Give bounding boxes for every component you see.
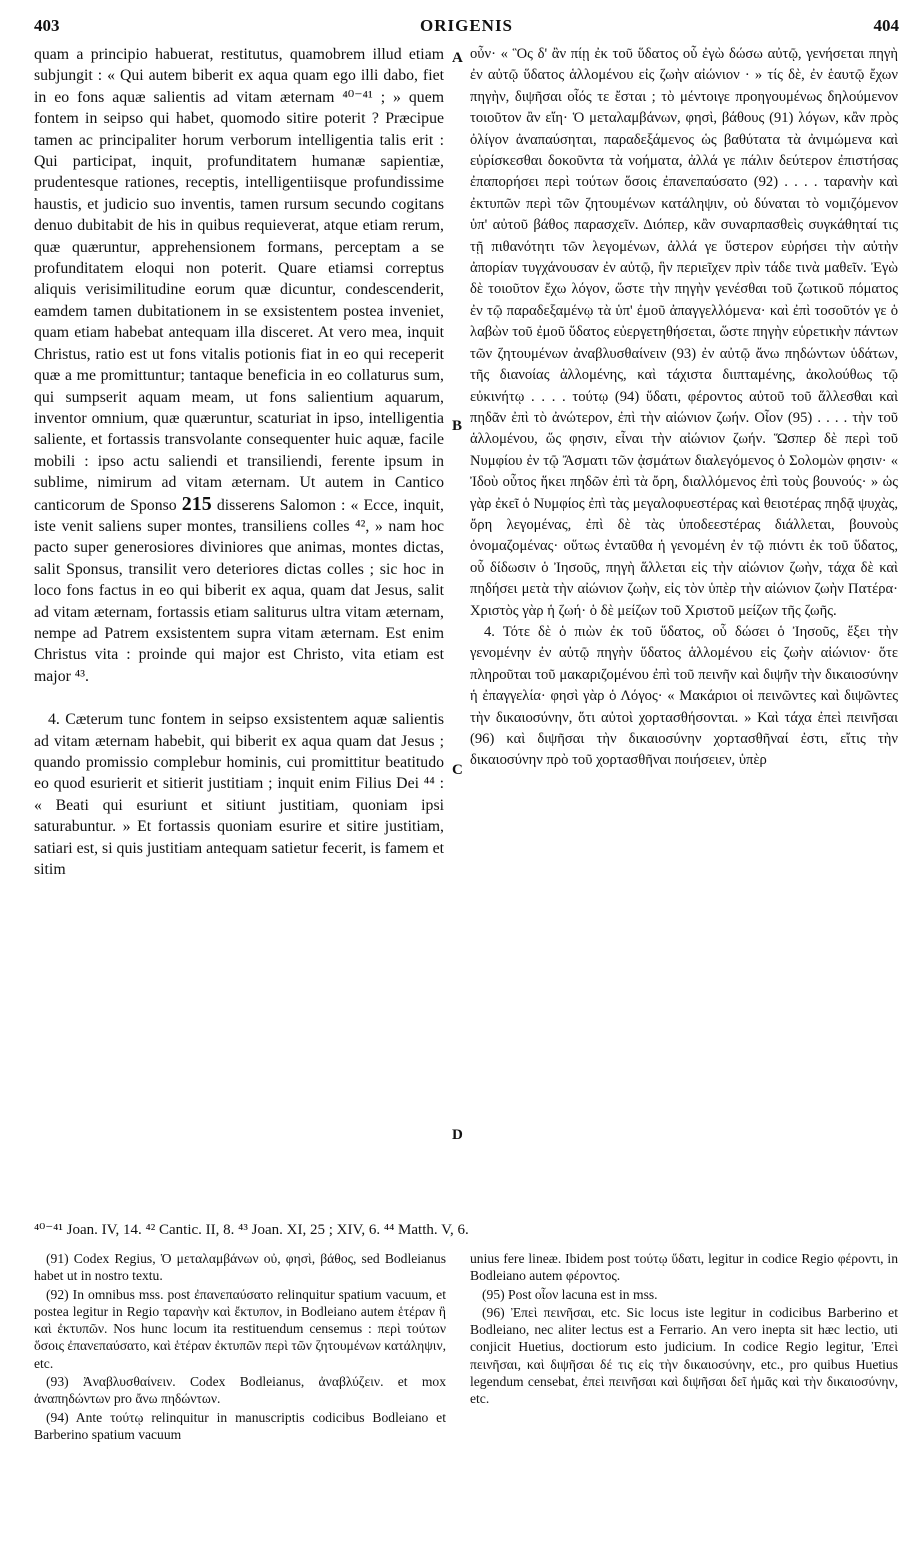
- footnote: (94) Ante τούτῳ relinquitur in manuscriptis codicibus Bodleiano et Barberino spatium vacuum: [34, 1409, 446, 1442]
- greek-paragraph: οὖν· « Ὃς δ' ἂν πίῃ ἐκ τοῦ ὕδατος οὗ ἐγὼ δώσω αὐτῷ, γενήσεται πηγὴ ἐν αὐτῷ ὕδατος ἁλλομένου εἰς ζωὴν αἰώνιον · » τίς δὲ, ἐν ἑαυτῷ ἔχων πηγὴν, διψῆσαι οἷός τε ἔσται ; τὸ μέντοιγε προηγουμένως δηλούμενον τοιοῦτον ἂν εἴη· Ὁ μεταλαμβάνων, φησὶ, βάθους (91) λόγων, κἂν πρὸς ὀλίγον ἀναπαύσηται, παραδεξάμενος ὡς βαθύτατα τὰ ἀνιμώμενα καὶ εὑρίσκεσθαι δοκοῦντα τὰ νοήματα, ἀλλά γε πάλιν δεύτερον ἐπιστήσας ἐπαπορήσει περὶ τούτων ὅσοις ἐπανεπαύσατο (92) . . . . ταρανὴν καὶ ἐκτυπῶν περὶ τῶν ζητουμένων κατάληψιν, οὐ δύναται τὸ νομιζόμενον ὑπ' αὐτοῦ βάθος παρασχεῖν. Διόπερ, κἂν συναρπασθεὶς συγκάθηταί τις τῇ πιθανότητι τῶν λεγομένων, ἀλλά γε ὕστερον εὑρήσει τὴν αὐτὴν ἀπορίαν τυγχάνουσαν ἐν αὐτῷ, ἣν περιεῖχεν πρὶν τάδε τινὰ μαθεῖν. Ἐγὼ δὲ τοιοῦτον ἔχω λόγον, ὥστε τὴν πηγὴν γενέσθαι τοῦ ζωτικοῦ πόματος ἐν τῷ παραδεξαμένῳ τὰ ὑπ' ἐμοῦ ἀπαγγελλόμενα· καὶ ἐπὶ τοσοῦτόν γε ὁ λαβὼν τοῦ ἐμοῦ ὕδατος εὐεργετηθήσεται, ὥστε πηγὴν εὑρετικὴν πάντων τῶν ζητουμένων ἀναβλυσθαίνειν (93) ἐν αὐτῷ ἄνω πηδώντων ὑδάτων, τῆς διανοίας ἁλλομένης, καὶ τάχιστα διιπταμένης, ἀκολούθως τῷ εὐκινήτῳ . . . . τούτῳ (94) ὕδατι, φέροντος αὐτοῦ τοῦ ἅλλεσθαι καὶ πηδᾶν ἐπὶ τὸ ἀνώτερον, ἐπὶ τὴν αἰώνιον ζωήν. Οἷον (95) . . . . τὴν τοῦ ἁλλομένου, ὥς φησιν, εἶναι τὴν αἰώνιον ζωήν. Ὥσπερ δὲ περὶ τοῦ Νυμφίου ἐν τῷ Ἄσματι τῶν ᾀσμάτων διαλεγόμενος ὁ Σολομὼν φησιν· « Ἰδοὺ οὗτος ἥκει πηδῶν ἐπὶ τὰ ὄρη, διαλλόμενος ἐπὶ τοὺς βουνούς· » ὡς γὰρ ἐκεῖ ὁ Νυμφίος ἐπὶ τὰς μεγαλοφυεστέρας καὶ θειοτέρας πηδᾷ ψυχὰς, ὄρη λεγομένας, ἐπὶ δὲ τὰς ὑποδεεστέρας διάλλεται, βουνοὺς ὀνομαζομένας· οὕτως ἐνταῦθα ἡ γενομένη ἐν τῷ πιόντι ἐκ τοῦ ὕδατος, οὗ δίδωσιν ὁ Ἰησοῦς, πηγὴ ἅλλεται εἰς τὴν αἰώνιον ζωὴν, τάχα δὲ καὶ πηδήσει μετὰ τὴν αἰώνιον ζωὴν, εἰς τὸν ὑπὲρ τὴν αἰώνιον ζωὴν Πατέρα· Χριστὸς γὰρ ἡ ζωή· ὁ δὲ μείζων τοῦ Χριστοῦ μείζων τῆς ζωῆς.: [470, 46, 898, 619]
- greek-column: [470, 44, 898, 772]
- latin-text: disserens Salomon : « Ecce, inquit, iste venit saliens super montes, transiliens colles ⁴², » nam hoc pacto super generosiores diviniores que animas, montes dictas, salit Sponsus, transilit vero deteriores dictas colles ; sic hoc in loco fons factus in eo qui biberit ex aqua, quam dat Jesus, salit ad vitam æternam, fortassis etiam saliturus ultra vitam æternam, nempe ad Patrem exsistentem supra vitam æternam. Est enim Christus vita : proinde qui major est Christo, vita etiam est major ⁴³.: [34, 496, 445, 685]
- footnote: (93) Ἀναβλυσθαίνειν. Codex Bodleianus, ἀναβλύζειν. et mox ἀναπηδώντων pro ἄνω πηδώντων.: [34, 1374, 446, 1407]
- scripture-references: ⁴⁰⁻⁴¹ Joan. IV, 14. ⁴² Cantic. II, 8. ⁴³ Joan. XI, 25 ; XIV, 6. ⁴⁴ Matth. V, 6.: [34, 1222, 469, 1238]
- margin-mark-b: B: [452, 418, 463, 434]
- greek-paragraph: 4. Τότε δὲ ὁ πιὼν ἐκ τοῦ ὕδατος, οὗ δώσει ὁ Ἰησοῦς, ἕξει τὴν γενομένην ἐν αὐτῷ πηγὴν ὕδατος ἁλλομένου εἰς ζωὴν αἰώνιον· ὅτε πληροῦται τοῦ μακαριζομένου ἐπὶ τοῦ πεινῆν καὶ διψῆν τὴν δικαιοσύνην ἡ ἐπαγγελία· φησὶ γὰρ ὁ Λόγος· « Μακάριοι οἱ πεινῶντες καὶ διψῶντες τὴν δικαιοσύνην, ὅτι αὐτοὶ χορτασθήσονται. » Καὶ τάχα ἐπεὶ πεινῆσαι (96) καὶ διψῆσαι τὴν δικαιοσύνην χορτασθῆναί ἐστι, εἴτις τὴν δικαιοσύνην πρὸ τοῦ χορτασθῆναι ποιήσειεν, ὑπὲρ: [470, 623, 898, 769]
- latin-column: [34, 44, 444, 880]
- page-number-left: 403: [34, 16, 60, 35]
- footnote: (96) Ἐπεὶ πεινῆσαι, etc. Sic locus iste legitur in codicibus Barberino et Bodleiano, nec aliter lectus est a Ferrario. An vero inepta sit hæc lectio, uti conjicit Huetius, doctiorum esto judicium. In codice Regio legitur, Ἐπεὶ πεινῆσαι, καὶ διψῆσαι δέ τις εἰς τὴν δικαιοσύνην, etc., pro quibus Huetius legendum censebat, ἐπεὶ πεινῆσαι καὶ διψῆσαι δεῖ ἡμᾶς καὶ τὴν δικαιοσύνην, etc.: [470, 1304, 898, 1407]
- footnote: (92) In omnibus mss. post ἐπανεπαύσατο relinquitur spatium vacuum, et postea legitur in Regio ταρανὴν καὶ ἔκτυπον, in Bodleiano autem ἑτέραν ἢ καὶ ἐκτυπῶν. Nos hunc locum ita restituendum censemus : περὶ τούτων ὅσοις ἐπανεπαύσατο, καὶ ἑτέραν ἐκτυπῶν περὶ τῶν ζητουμένων κατάληψιν, etc.: [34, 1286, 446, 1371]
- running-title: ORIGENIS: [419, 16, 514, 35]
- footnotes-left: [34, 1250, 446, 1444]
- margin-mark-a: A: [452, 50, 463, 66]
- footnote: (95) Post οἷον lacuna est in mss.: [482, 1286, 658, 1302]
- page-header: [34, 16, 899, 42]
- latin-text: quam a principio habuerat, restitutus, quamobrem illud etiam subjungit : « Qui autem biberit ex aqua quam ego illi dabo, fiet in eo fons aquæ salientis ad vitam æternam ⁴⁰⁻⁴¹ ; » quem fontem in seipso qui habet, quomodo sitire poterit ? Præcipue tamen ac principaliter horum verborum intelligentia talis erit : Qui participat, inquit, profunditatem humanæ sapientiæ, prudentesque rationes, receptis, intelligentiisque profundissime haustis, et judicio suo inventis, tamen rursum secundo cogitans denuo dubitabit de his in quibus requieverat, atque etiam rerum, quæ quæruntur, apprehensionem formans, perceptam a se profunditatem eloqui non poterit. Quare etiamsi correptus aliquis verisimilitudine eorum quæ dicuntur, condescenderit, eamdem tamen dubitationem in se exsistentem postea inveniet, quam etiam habebat antequam illa disceret. At vero mea, inquit Christus, ratio est ut fons vitalis potionis fiat in eo qui receperit quæ a me promittuntur; tantaque beneficia in eo collaturus sum, qui sumpserit aquam meam, ut fons salientium aquarum, inventor omnium, quæ quæruntur, scaturiat in ipso, intelligentia saliente, et fortassis transvolante consequenter huic aquæ, facile mobili : ipso actu saliendi et transiliendi, ferente ipsum in sublime, nimirum ad vitam æternam. Ut autem in Cantico canticorum de Sponso: [34, 46, 444, 514]
- footnotes-right: [470, 1250, 898, 1409]
- margin-mark-d: D: [452, 1127, 463, 1143]
- footnote: (91) Codex Regius, Ὁ μεταλαμβάνων οὐ, φησὶ, βάθος, sed Bodleianus habet ut in nostro textu.: [34, 1251, 446, 1284]
- latin-paragraph: [34, 44, 444, 687]
- latin-paragraph: 4. Cæterum tunc fontem in seipso exsistentem aquæ salientis ad vitam æternam habebit, qui biberit ex aqua quam dat Jesus ; quando promissio complebur hominis, cui promittitur beatitudo eo quod esurierit et sitierit justitiam ; inquit enim Filius Dei ⁴⁴ : « Beati qui esuriunt et sitiunt justitiam, quoniam ipsi saturabuntur. » Et fortassis quoniam esurire et sitire justitiam, satiari est, si quis justitiam antequam satietur fecerit, is famem et sitim: [34, 711, 444, 879]
- margin-mark-c: C: [452, 762, 463, 778]
- footnote: unius fere lineæ. Ibidem post τούτῳ ὕδατι, legitur in codice Regio φέροντι, in Bodleiano autem φέροντος.: [470, 1251, 898, 1284]
- page-number-right: 404: [873, 16, 899, 35]
- column-number: 215: [181, 492, 212, 515]
